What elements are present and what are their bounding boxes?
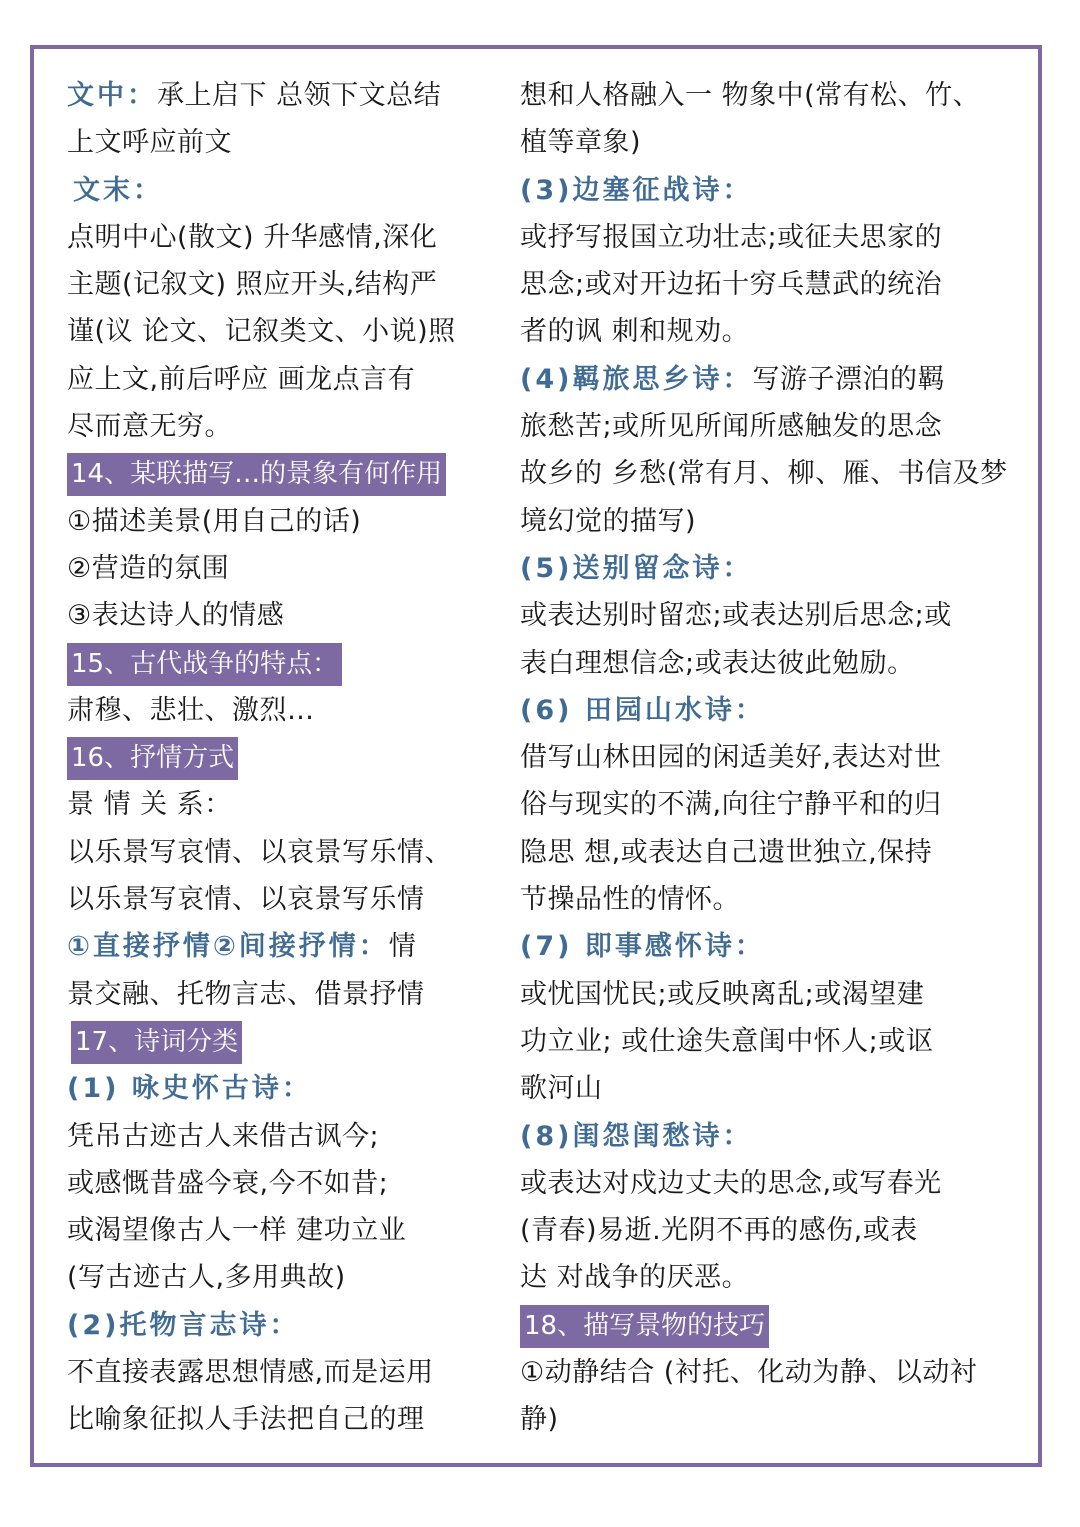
text-line — [520, 687, 1020, 734]
text-line: 主题(记叙文) 照应开头,结构严 — [67, 269, 438, 301]
text-line: 谨(议 论文、记叙类文、小说)照 — [67, 316, 456, 348]
text-line: 尽而意无穷。 — [67, 411, 232, 443]
text-line: 不直接表露思想情感,而是运用 — [67, 1357, 434, 1389]
section-label: (3)边塞征战诗： — [520, 174, 753, 206]
text-line — [67, 167, 487, 214]
section-label: (5)送别留念诗： — [520, 552, 753, 584]
heading-18: 18、描写景物的技巧 — [520, 1305, 769, 1348]
body-text: 写游子漂泊的羁 — [752, 363, 945, 395]
text-line — [520, 1113, 1020, 1160]
text-line — [67, 72, 487, 119]
text-line: 旅愁苦;或所见所闻所感触发的思念 — [520, 411, 943, 443]
text-line: 或感慨昔盛今衰,今不如昔; — [67, 1167, 389, 1199]
body-text: 承上启下 总领下文总结 — [157, 80, 442, 111]
heading-16: 16、抒情方式 — [67, 737, 238, 780]
heading-row — [67, 734, 487, 781]
text-line: 点明中心(散文) 升华感情,深化 — [67, 221, 438, 253]
section-label: (2)托物言志诗： — [67, 1309, 300, 1341]
section-label: (4)羁旅思乡诗： — [520, 363, 753, 395]
text-line: 景 情 关 系： — [67, 789, 232, 821]
section-label: ①直接抒情②间接抒情： — [67, 931, 389, 963]
text-line: 凭吊古迹古人来借古讽今; — [67, 1120, 380, 1152]
section-label: (1) 咏史怀古诗： — [67, 1073, 312, 1105]
text-line: 以乐景写哀情、以哀景写乐情、 — [67, 836, 452, 868]
text-line: 比喻象征拟人手法把自己的理 — [67, 1404, 425, 1436]
text-line — [67, 1302, 487, 1349]
text-line: 者的讽 刺和规劝。 — [520, 316, 750, 348]
text-line: 静) — [520, 1404, 559, 1436]
text-line: 上文呼应前文 — [67, 127, 232, 159]
text-line: 思念;或对开边拓十穷乓慧武的统治 — [520, 269, 943, 301]
text-line: 隐思 想,或表达自己遗世独立,保持 — [520, 836, 933, 868]
section-label: (7) 即事感怀诗： — [520, 931, 765, 963]
text-line: 俗与现实的不满,向往宁静平和的归 — [520, 789, 942, 821]
heading-14: 14、某联描写…的景象有何作用 — [67, 453, 446, 496]
text-line: 想和人格融入一 物象中(常有松、竹、 — [520, 80, 981, 111]
right-column — [520, 72, 1020, 1444]
text-line: 以乐景写哀情、以哀景写乐情 — [67, 884, 425, 916]
text-line: ②营造的氛围 — [67, 552, 230, 584]
section-label: (8)闺怨闺愁诗： — [520, 1120, 753, 1152]
heading-row — [67, 1018, 487, 1065]
text-line — [520, 167, 1020, 214]
text-line: 或表达对戍边丈夫的思念,或写春光 — [520, 1167, 942, 1199]
text-line — [67, 1065, 487, 1112]
text-line: 景交融、托物言志、借景抒情 — [67, 978, 425, 1010]
heading-row — [67, 450, 487, 497]
text-line: 节操品性的情怀。 — [520, 884, 740, 916]
text-line: 植等章象) — [520, 127, 642, 159]
text-line: (写古迹古人,多用典故) — [67, 1262, 346, 1294]
text-line: 功立业; 或仕途失意闺中怀人;或讴 — [520, 1025, 934, 1057]
text-line: 或抒写报国立功壮志;或征夫思家的 — [520, 221, 943, 253]
heading-17: 17、诗词分类 — [71, 1021, 242, 1064]
text-line: 应上文,前后呼应 画龙点言有 — [67, 363, 416, 395]
section-label: (6) 田园山水诗： — [520, 694, 765, 726]
text-line — [67, 923, 487, 970]
left-column — [67, 72, 487, 1444]
text-line: 歌河山 — [520, 1073, 603, 1105]
text-line: 故乡的 乡愁(常有月、柳、雁、书信及梦 — [520, 458, 1008, 490]
heading-row — [67, 640, 487, 687]
heading-row — [520, 1302, 1020, 1349]
text-line: 境幻觉的描写) — [520, 505, 697, 537]
text-line: 肃穆、悲壮、激烈… — [67, 694, 315, 726]
text-line: 或忧国忧民;或反映离乱;或渴望建 — [520, 978, 925, 1010]
text-line: ③表达诗人的情感 — [67, 600, 285, 632]
text-line — [520, 545, 1020, 592]
text-line: 或表达别时留恋;或表达别后思念;或 — [520, 600, 952, 632]
text-line: 达 对战争的厌恶。 — [520, 1262, 750, 1294]
text-line: ①动静结合 (衬托、化动为静、以动衬 — [520, 1357, 978, 1389]
text-line — [520, 356, 1020, 403]
heading-15: 15、古代战争的特点： — [67, 643, 342, 686]
text-line: 借写山林田园的闲适美好,表达对世 — [520, 742, 942, 774]
text-line: 或渴望像古人一样 建功立业 — [67, 1215, 407, 1247]
section-label: 文末： — [73, 174, 163, 206]
text-line: 表白理想信念;或表达彼此勉励。 — [520, 647, 915, 679]
body-text: 情 — [388, 931, 417, 963]
text-line: ①描述美景(用自己的话) — [67, 505, 362, 537]
text-line — [520, 923, 1020, 970]
text-line: (青春)易逝.光阴不再的感伤,或表 — [520, 1215, 918, 1247]
section-label: 文中： — [67, 80, 157, 111]
